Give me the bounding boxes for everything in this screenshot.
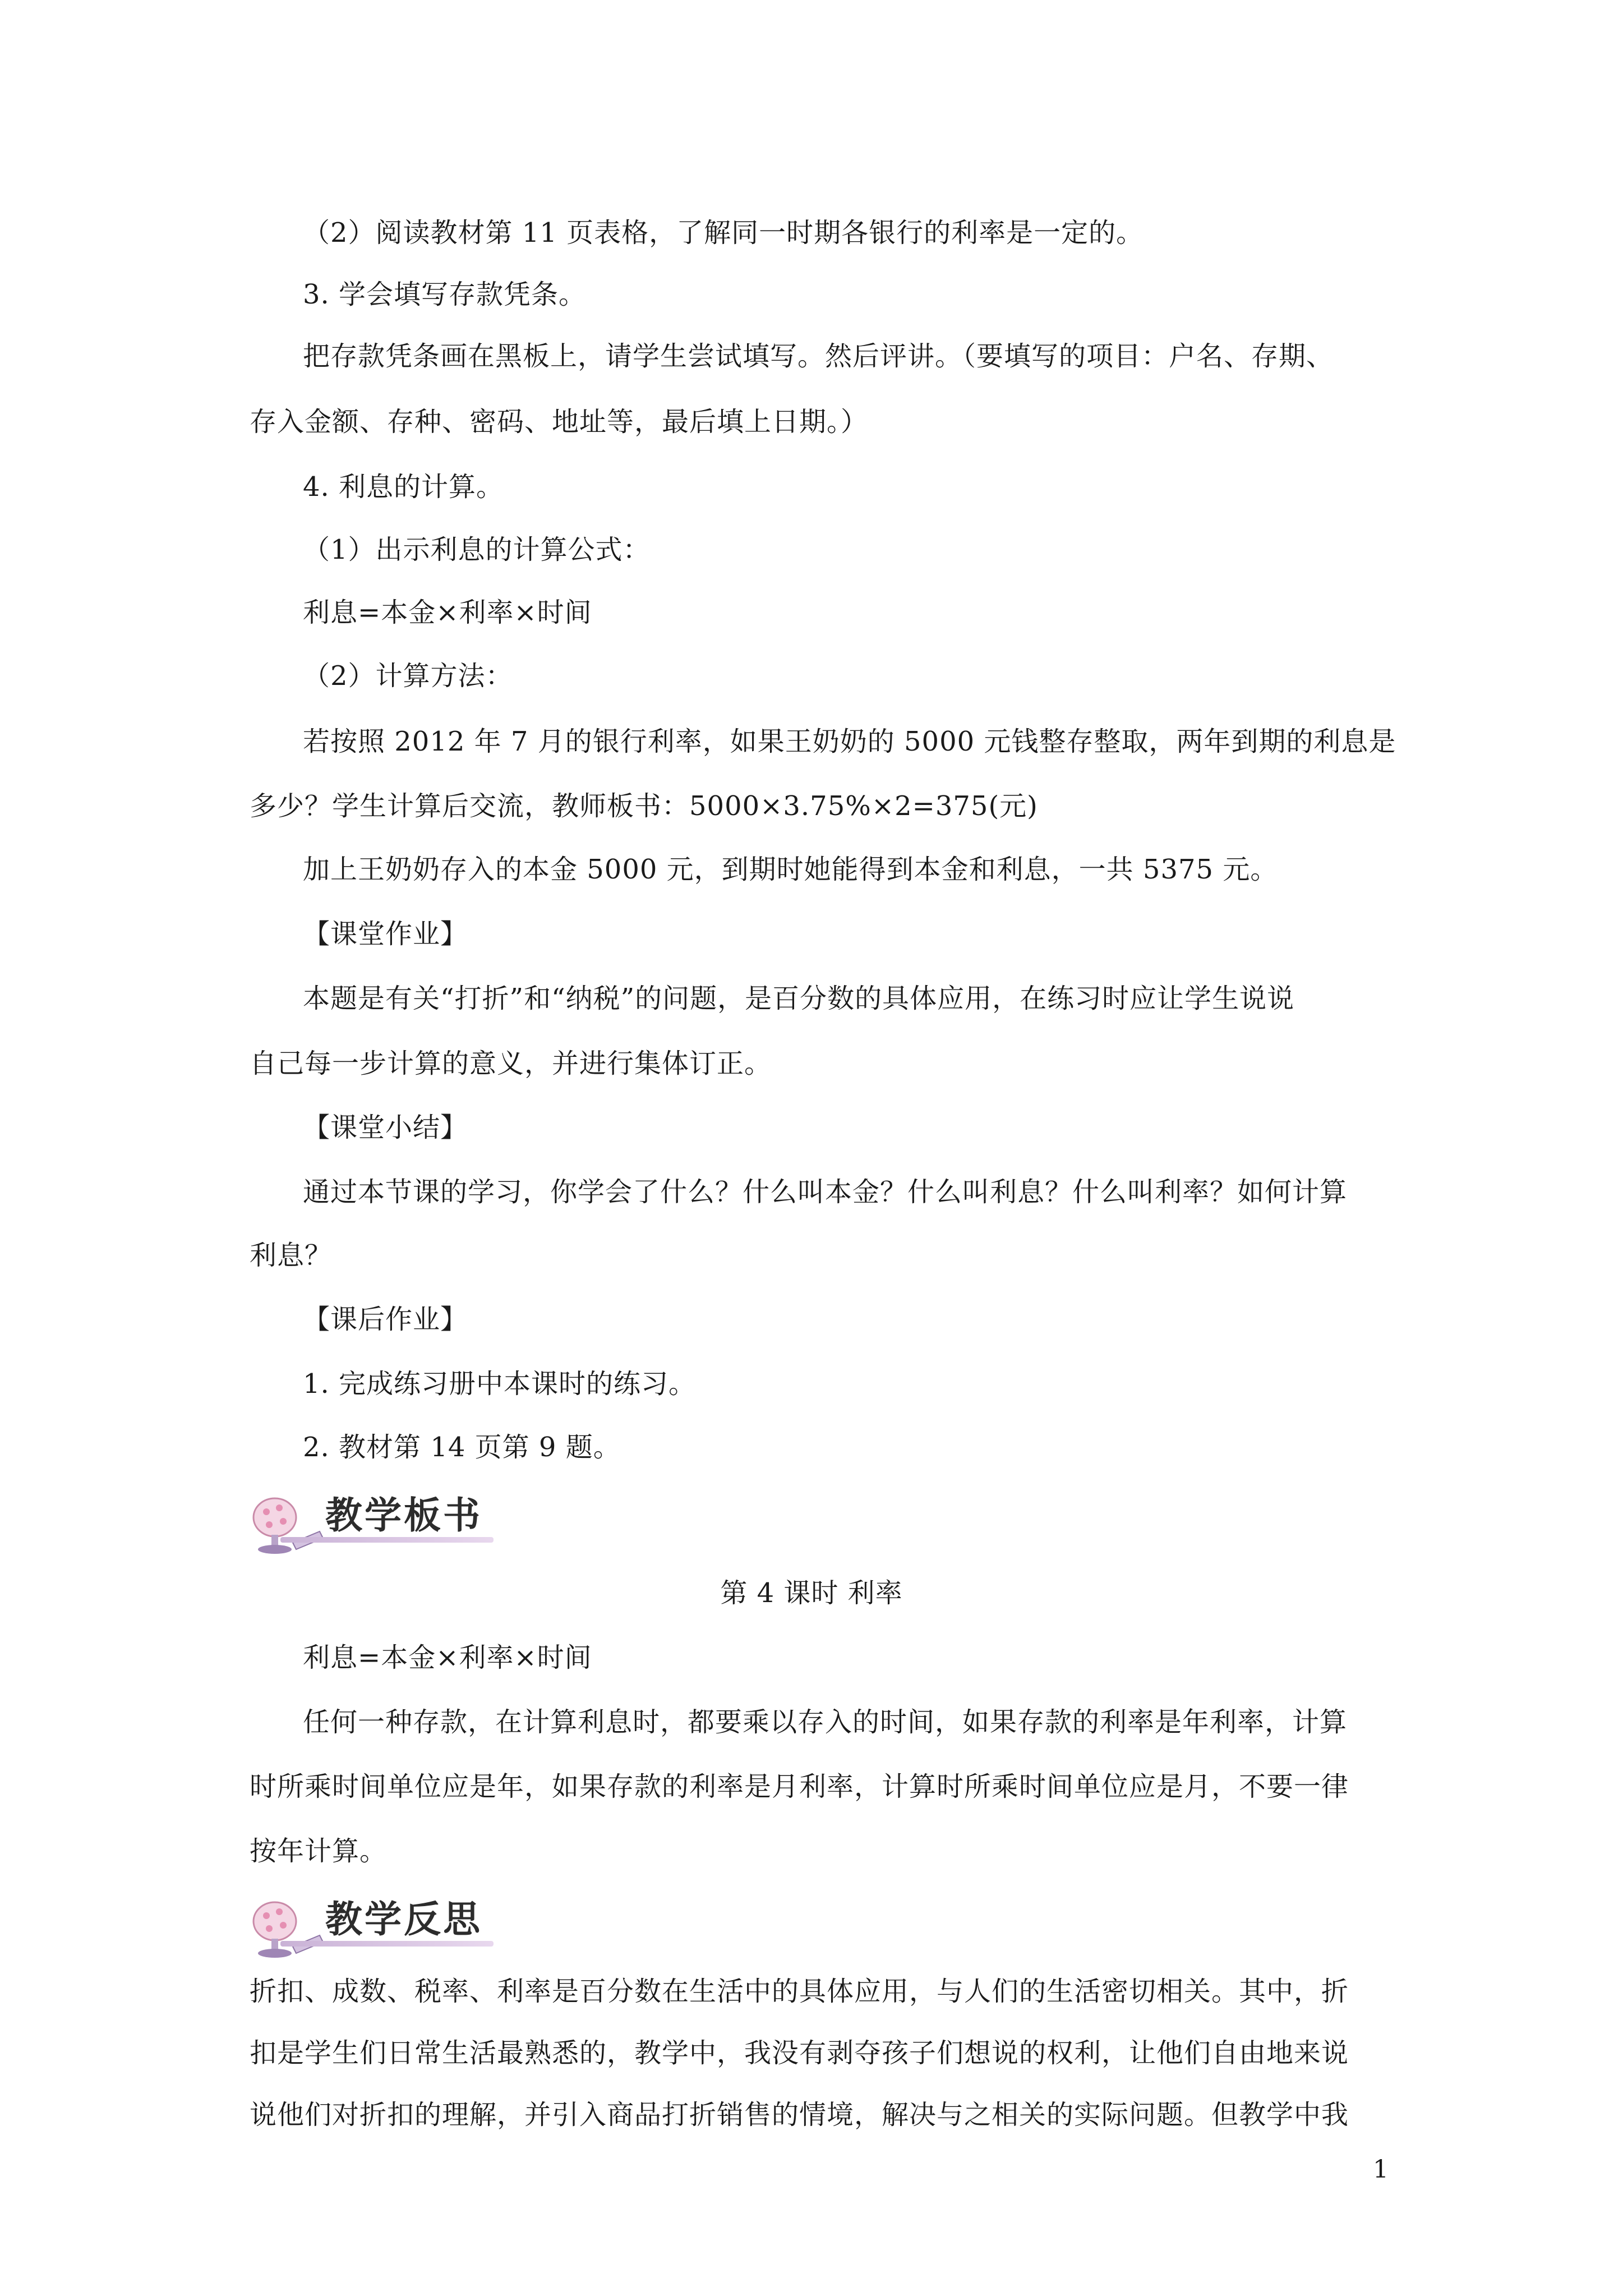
text-line: 3. 学会填写存款凭条。 bbox=[303, 279, 587, 310]
text-line: 利息？ bbox=[250, 1240, 333, 1271]
section-banner-board bbox=[241, 1487, 499, 1559]
board-title: 第 4 课时 利率 bbox=[720, 1577, 903, 1609]
text-line: 4. 利息的计算。 bbox=[303, 471, 504, 503]
text-line: 1. 完成练习册中本课时的练习。 bbox=[303, 1368, 697, 1400]
text-line: 加上王奶奶存入的本金 5000 元，到期时她能得到本金和利息，一共 5375 元。 bbox=[303, 854, 1278, 885]
section-banner-reflection bbox=[241, 1890, 499, 1963]
text-line: 2. 教材第 14 页第 9 题。 bbox=[303, 1432, 621, 1463]
text-line: （2）计算方法： bbox=[303, 660, 513, 692]
text-line: 存入金额、存种、密码、地址等，最后填上日期。） bbox=[250, 406, 869, 438]
board-formula: 利息=本金×利率×时间 bbox=[303, 1642, 592, 1673]
text-line: 按年计算。 bbox=[250, 1835, 388, 1867]
text-line: 扣是学生们日常生活最熟悉的，教学中，我没有剥夺孩子们想说的权利，让他们自由地来说 bbox=[250, 2037, 1349, 2069]
banner-title: 教学反思 bbox=[325, 1898, 482, 1941]
text-line: 时所乘时间单位应是年，如果存款的利率是月利率，计算时所乘时间单位应是月，不要一律 bbox=[250, 1771, 1349, 1802]
lamp-icon bbox=[241, 1890, 325, 1963]
text-line: 多少？学生计算后交流，教师板书：5000×3.75%×2=375(元) bbox=[250, 790, 1038, 822]
text-line: （1）出示利息的计算公式： bbox=[303, 534, 651, 565]
text-line: （2）阅读教材第 11 页表格，了解同一时期各银行的利率是一定的。 bbox=[303, 217, 1144, 249]
section-heading: 【课堂作业】 bbox=[303, 918, 468, 950]
lamp-icon bbox=[241, 1487, 325, 1559]
text-line: 折扣、成数、税率、利率是百分数在生活中的具体应用，与人们的生活密切相关。其中，折 bbox=[250, 1976, 1349, 2007]
text-line: 若按照 2012 年 7 月的银行利率，如果王奶奶的 5000 元钱整存整取，两年到期的利息是 bbox=[303, 726, 1396, 757]
text-line: 说他们对折扣的理解，并引入商品打折销售的情境，解决与之相关的实际问题。但教学中我 bbox=[250, 2099, 1349, 2131]
text-line: 把存款凭条画在黑板上，请学生尝试填写。然后评讲。（要填写的项目：户名、存期、 bbox=[303, 341, 1334, 372]
banner-title: 教学板书 bbox=[325, 1494, 482, 1537]
section-heading: 【课堂小结】 bbox=[303, 1112, 468, 1143]
text-line: 本题是有关“打折”和“纳税”的问题，是百分数的具体应用，在练习时应让学生说说 bbox=[303, 983, 1295, 1014]
page-number: 1 bbox=[1373, 2155, 1389, 2184]
formula-line: 利息=本金×利率×时间 bbox=[303, 597, 592, 628]
text-line: 通过本节课的学习，你学会了什么？什么叫本金？什么叫利息？什么叫利率？如何计算 bbox=[303, 1176, 1348, 1208]
section-heading: 【课后作业】 bbox=[303, 1304, 468, 1335]
text-line: 自己每一步计算的意义，并进行集体订正。 bbox=[250, 1048, 772, 1079]
text-line: 任何一种存款，在计算利息时，都要乘以存入的时间，如果存款的利率是年利率，计算 bbox=[303, 1706, 1348, 1738]
